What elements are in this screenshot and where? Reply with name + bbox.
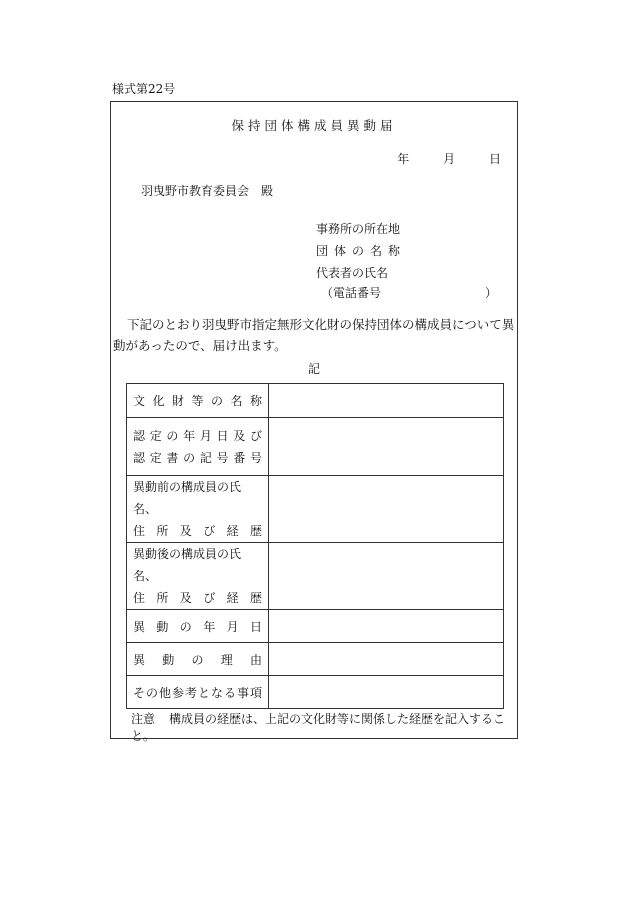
form-title: 保持団体構成員異動届: [231, 118, 397, 133]
representative-label: 代表者の氏名: [316, 266, 389, 280]
table-row: [127, 384, 504, 418]
row-label-certification: 認定の年月日及び 認定書の記号番号: [127, 418, 269, 476]
row-value-other-notes[interactable]: [269, 676, 504, 709]
phone-label: （電話番号: [321, 286, 382, 300]
applicant-block: [316, 218, 406, 284]
table-row: [127, 476, 504, 543]
row-value-member-after[interactable]: [269, 543, 504, 610]
form-number: 様式第22号: [112, 82, 176, 96]
table-row: [127, 610, 504, 643]
row-value-change-reason[interactable]: [269, 643, 504, 676]
note-heading: 注意: [131, 712, 156, 726]
note: [131, 710, 517, 744]
table-row: [127, 643, 504, 676]
addressee-name: 羽曳野市教育委員会: [141, 184, 250, 198]
row-label-member-before: 異動前の構成員の氏名、 住所及び経歴: [127, 476, 269, 543]
date-month-label: 月: [443, 152, 456, 166]
addressee: [141, 182, 273, 199]
row-label-change-reason: 異動の理由: [127, 643, 269, 676]
note-text: 構成員の経歴は、上記の文化財等に関係した経歴を記入すること。: [131, 712, 506, 743]
date-row: [397, 150, 501, 167]
group-name-label: 団体の名称: [316, 244, 407, 258]
row-label-member-after: 異動後の構成員の氏名、 住所及び経歴: [127, 543, 269, 610]
date-year-label: 年: [397, 152, 410, 166]
addressee-honorific: 殿: [261, 184, 274, 198]
ki-heading: 記: [307, 362, 320, 376]
row-label-other-notes: その他参考となる事項: [127, 676, 269, 709]
form-frame: [110, 101, 518, 743]
table-row: [127, 676, 504, 709]
phone-close-paren: ）: [484, 286, 497, 300]
row-value-change-date[interactable]: [269, 610, 504, 643]
row-label-change-date: 異動の年月日: [127, 610, 269, 643]
table-row: [127, 543, 504, 610]
row-value-heritage-name[interactable]: [269, 384, 504, 418]
row-value-certification[interactable]: [269, 418, 504, 476]
table-row: [127, 418, 504, 476]
items-table: [126, 383, 504, 709]
office-address-label: 事務所の所在地: [316, 222, 401, 236]
row-value-member-before[interactable]: [269, 476, 504, 543]
row-label-heritage-name: 文化財等の名称: [127, 384, 269, 418]
body-text: 下記のとおり羽曳野市指定無形文化財の保持団体の構成員について異動があったので、届け出ます。: [113, 317, 515, 353]
date-day-label: 日: [488, 152, 501, 166]
phone-line: [321, 284, 497, 301]
